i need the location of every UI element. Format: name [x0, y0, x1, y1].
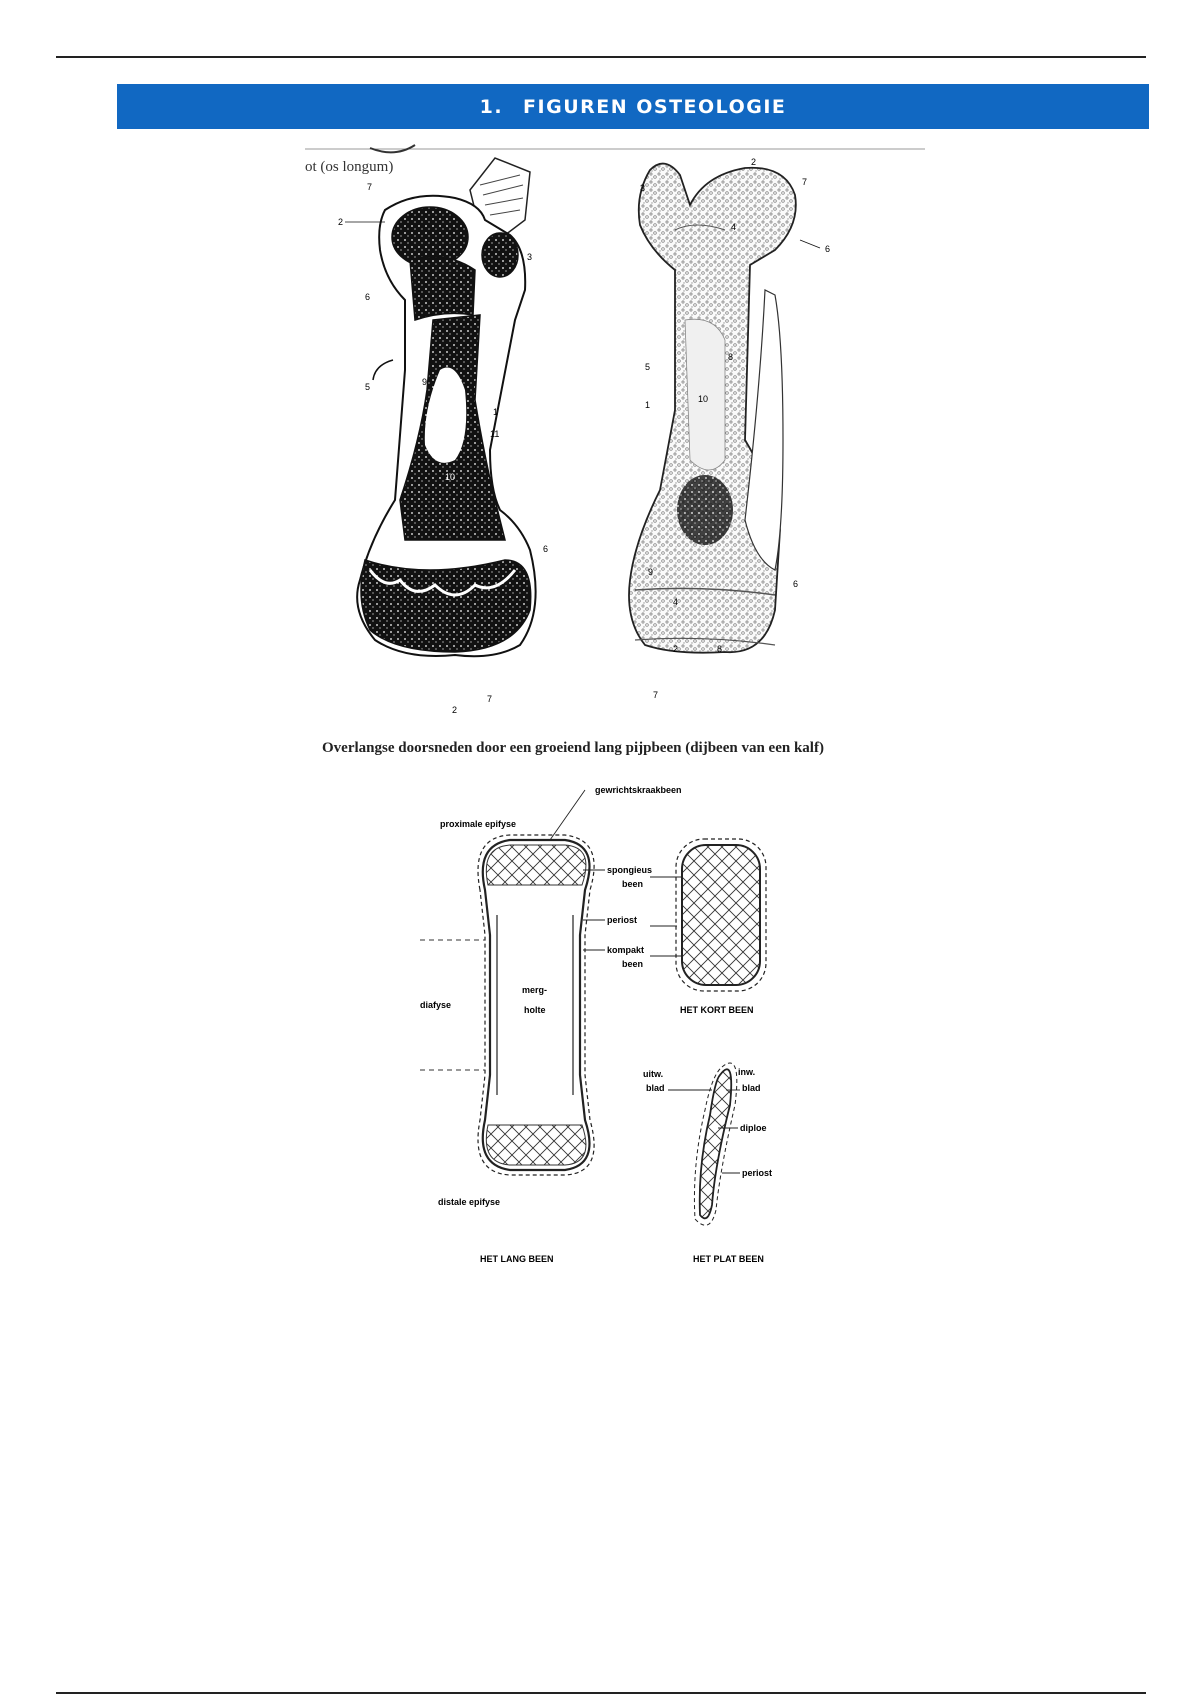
right-fig-number: 10: [698, 394, 709, 404]
label-inw-blad: blad: [742, 1083, 761, 1093]
left-fig-number: 7: [367, 182, 373, 192]
right-fig-number: 8: [728, 352, 734, 362]
section-title: FIGUREN OSTEOLOGIE: [523, 95, 787, 118]
right-fig-number: 5: [645, 362, 651, 372]
right-fig-number: 9: [648, 567, 654, 577]
label-periost: periost: [607, 915, 638, 925]
label-holte: holte: [524, 1005, 546, 1015]
label-periost-plat: periost: [742, 1168, 773, 1178]
flat-bone-diagram: [668, 1063, 740, 1225]
section-heading: [117, 84, 1149, 129]
label-diploe: diploe: [740, 1123, 767, 1133]
left-fig-number: 6: [543, 544, 549, 554]
left-fig-number: 9: [422, 377, 428, 387]
left-fig-number: 3: [527, 252, 533, 262]
left-fig-number: 10: [445, 472, 456, 482]
label-kompakt: kompakt: [607, 945, 645, 955]
right-fig-number: 7: [653, 690, 659, 700]
label-gewrichtskraakbeen: gewrichtskraakbeen: [595, 785, 682, 795]
long-bone-diagram: [420, 790, 605, 1175]
left-fig-number: 2: [452, 705, 458, 715]
label-het-lang-been: HET LANG BEEN: [480, 1254, 554, 1264]
figure-header-fragment: ot (os longum): [305, 159, 394, 175]
short-bone-diagram: [650, 839, 766, 991]
label-kompakt-been: been: [622, 959, 644, 969]
label-uitw-blad: blad: [646, 1083, 665, 1093]
figure-caption: Overlangse doorsneden door een groeiend lang pijpbeen (dijbeen van een kalf): [322, 740, 824, 756]
label-het-kort-been: HET KORT BEEN: [680, 1005, 754, 1015]
right-femur-section: [629, 157, 830, 700]
bone-types-drawing: [400, 785, 820, 1325]
right-fig-number: 7: [802, 177, 808, 187]
right-fig-number: 2: [751, 157, 757, 167]
right-fig-number: 8: [717, 644, 723, 654]
left-femur-section: [338, 158, 548, 715]
left-fig-number: 5: [365, 382, 371, 392]
left-fig-number: 7: [487, 694, 493, 704]
right-fig-number: 6: [793, 579, 799, 589]
label-distale-epifyse: distale epifyse: [438, 1197, 501, 1207]
femur-sections-figure: [305, 140, 925, 768]
right-fig-number: 2: [673, 644, 679, 654]
section-number: 1.: [479, 95, 504, 118]
label-spongieus-been: been: [622, 879, 644, 889]
right-fig-number: 4: [731, 222, 737, 232]
left-fig-number: 2: [338, 217, 344, 227]
right-fig-number: 3: [640, 183, 646, 193]
right-fig-number: 4: [673, 597, 679, 607]
label-merg: merg-: [522, 985, 548, 995]
label-proximale-epifyse: proximale epifyse: [440, 819, 517, 829]
right-fig-number: 1: [645, 400, 651, 410]
left-fig-number: 1: [493, 407, 499, 417]
label-inw: inw.: [738, 1067, 756, 1077]
left-fig-number: 11: [490, 429, 500, 439]
left-fig-number: 6: [365, 292, 371, 302]
footer-rule: [56, 1692, 1146, 1694]
label-spongieus: spongieus: [607, 865, 653, 875]
label-het-plat-been: HET PLAT BEEN: [693, 1254, 764, 1264]
right-fig-number: 6: [825, 244, 831, 254]
bone-types-figure: [400, 785, 820, 1325]
label-diafyse: diafyse: [420, 1000, 452, 1010]
femur-sections-drawing: [305, 140, 925, 768]
label-uitw: uitw.: [643, 1069, 664, 1079]
header-rule: [56, 56, 1146, 58]
